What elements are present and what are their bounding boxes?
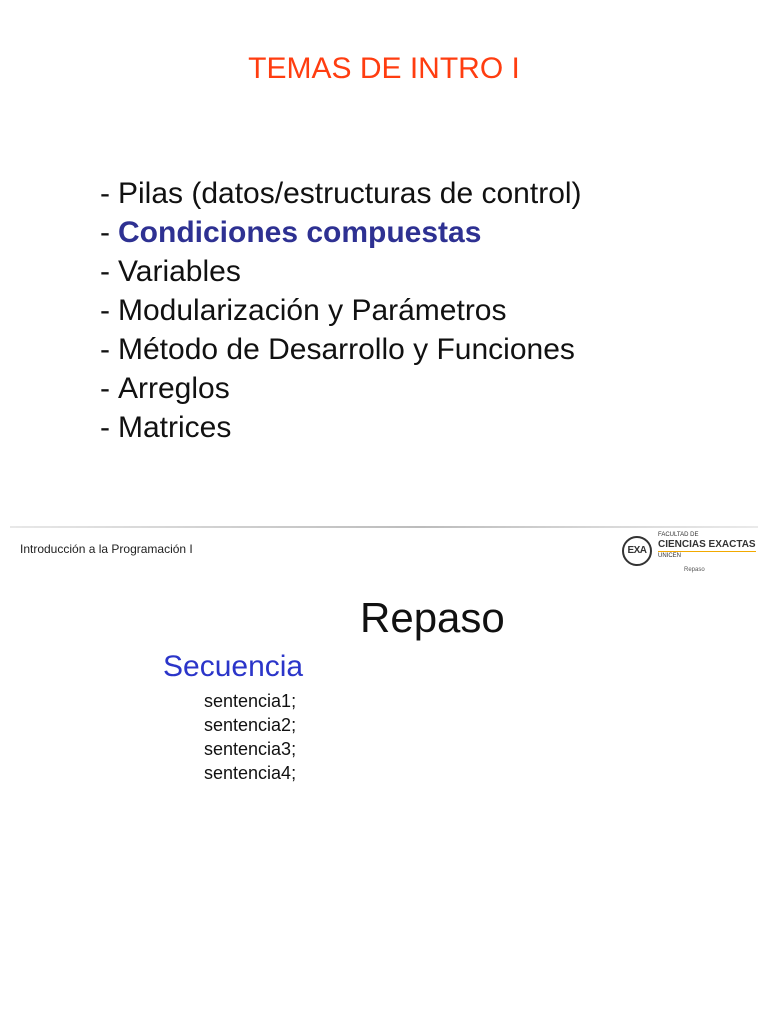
topic-text: Arreglos xyxy=(118,372,230,405)
topic-dash: - xyxy=(100,411,110,444)
topic-dash: - xyxy=(100,177,110,210)
topic-text: Variables xyxy=(118,255,241,288)
topic-text: Método de Desarrollo y Funciones xyxy=(118,333,575,366)
code-line: sentencia3; xyxy=(204,739,297,759)
topic-dash: - xyxy=(100,216,110,249)
topic-text: Matrices xyxy=(118,411,232,444)
section-subtitle: Secuencia xyxy=(163,650,304,683)
topic-item xyxy=(100,369,582,408)
topic-item xyxy=(100,174,582,213)
topic-text: Condiciones compuestas xyxy=(118,216,482,249)
logo-line-ciencias: CIENCIAS EXACTAS xyxy=(658,539,756,550)
topic-text: Pilas (datos/estructuras de control) xyxy=(118,177,582,210)
topic-dash: - xyxy=(100,255,110,288)
logo-text xyxy=(658,532,756,560)
topic-item-highlighted xyxy=(100,213,582,252)
logo-line-unicen: UNICEN xyxy=(658,553,682,559)
topics-list xyxy=(100,174,582,447)
topic-item xyxy=(100,252,582,291)
section-tag: Repaso xyxy=(684,567,705,573)
topic-text: Modularización y Parámetros xyxy=(118,294,507,327)
topic-dash: - xyxy=(100,372,110,405)
code-line: sentencia4; xyxy=(204,763,297,783)
slide2-title: Repaso xyxy=(360,594,505,641)
slide-divider xyxy=(10,526,758,528)
slide-title: TEMAS DE INTRO I xyxy=(248,52,520,85)
topic-item xyxy=(100,330,582,369)
exa-logo-icon: EXA xyxy=(622,536,652,566)
topic-dash: - xyxy=(100,333,110,366)
code-line: sentencia1; xyxy=(204,691,297,711)
code-line: sentencia2; xyxy=(204,715,297,735)
code-lines xyxy=(204,689,296,785)
topic-item xyxy=(100,291,582,330)
topic-item xyxy=(100,408,582,447)
topic-dash: - xyxy=(100,294,110,327)
course-name: Introducción a la Programación I xyxy=(20,542,193,556)
logo-line-faculty: FACULTAD DE xyxy=(658,532,699,538)
